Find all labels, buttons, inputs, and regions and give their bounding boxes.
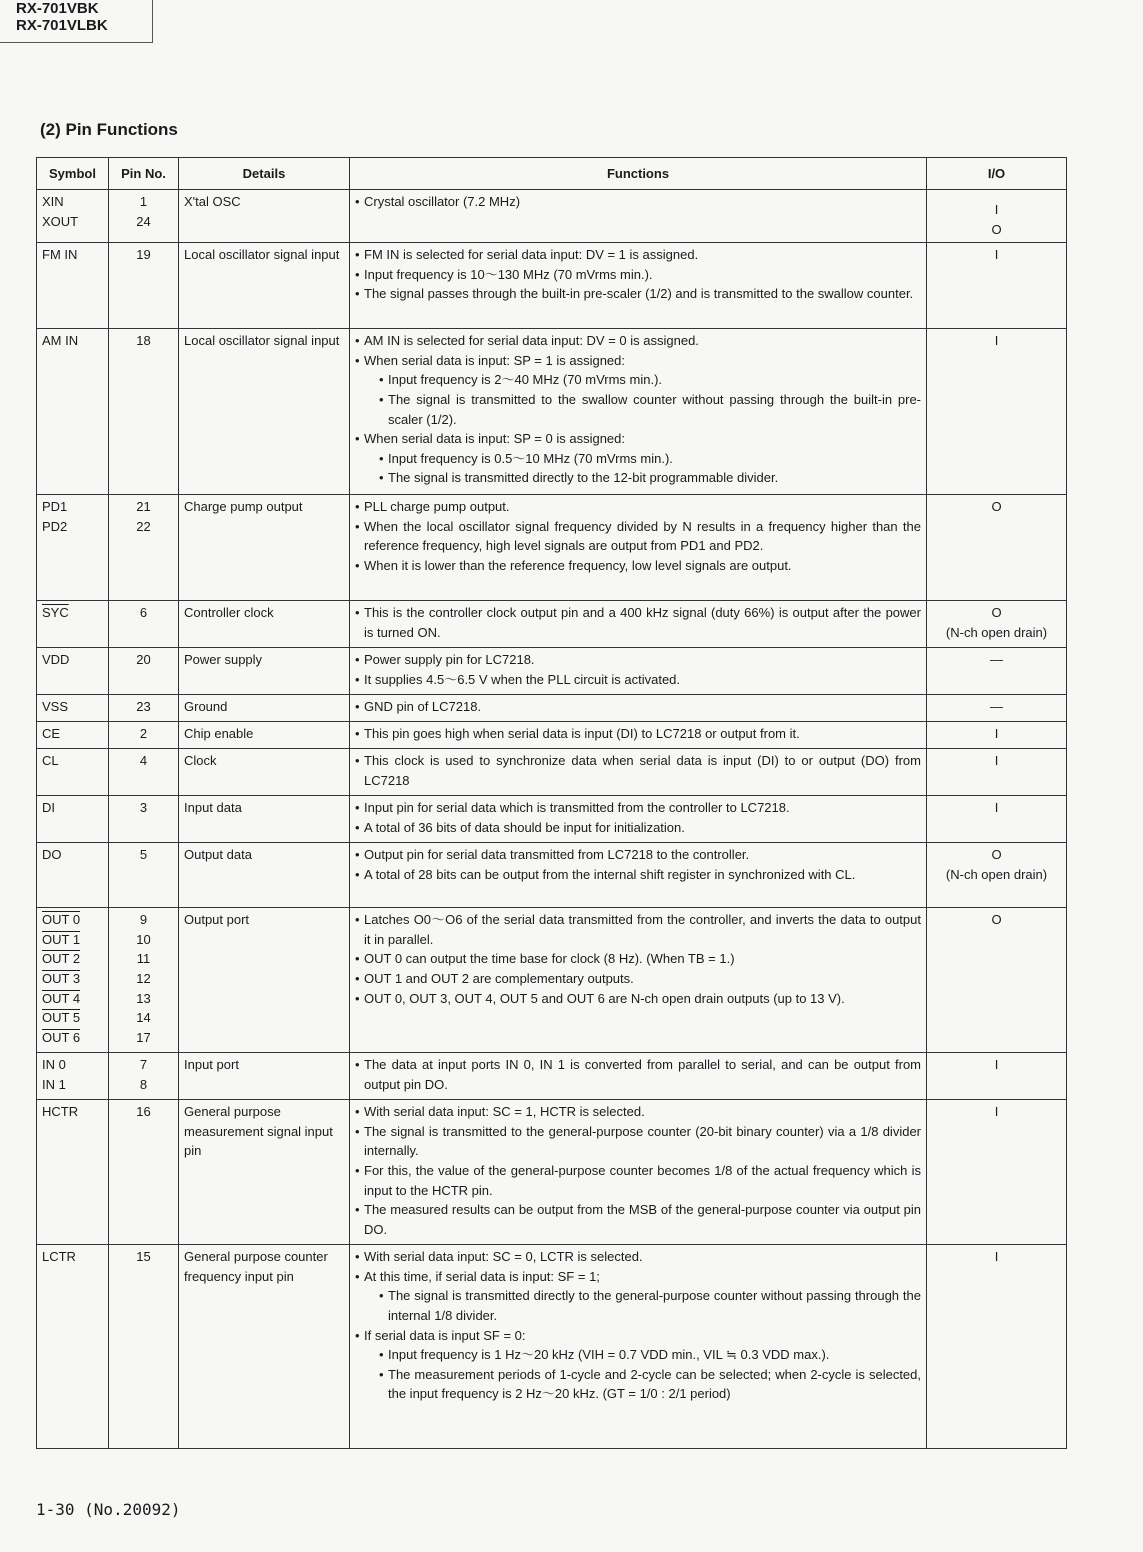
pin-cell — [109, 749, 179, 796]
symbol-cell — [37, 1245, 109, 1449]
symbol: OUT 5 — [42, 1010, 81, 1026]
io-value: I — [994, 247, 999, 263]
function-item: • When serial data is input: SP = 0 is assigned: — [355, 429, 921, 449]
symbol: XOUT — [42, 213, 79, 229]
table-row — [37, 722, 1067, 749]
functions-cell — [350, 601, 927, 648]
io-cell — [927, 495, 1067, 601]
pin-number: 12 — [136, 970, 151, 986]
pin-cell — [109, 190, 179, 243]
symbol-cell — [37, 908, 109, 1053]
symbol-cell — [37, 1100, 109, 1245]
symbol: OUT 1 — [42, 931, 81, 947]
symbol: OUT 6 — [42, 1029, 81, 1045]
io-value: I — [994, 726, 999, 742]
pin-number: 3 — [139, 800, 148, 816]
pin-cell — [109, 843, 179, 908]
io-value: I — [994, 800, 999, 816]
pin-number: 13 — [136, 990, 151, 1006]
functions-cell — [350, 495, 927, 601]
functions-cell — [350, 190, 927, 243]
symbol: CL — [42, 753, 59, 769]
function-subitem: • The signal is transmitted to the swallow counter without passing through the built-in pre-scaler (1/2). — [379, 390, 921, 429]
function-item: • FM IN is selected for serial data input: DV = 1 is assigned. — [355, 245, 921, 265]
io-value: I — [994, 753, 999, 769]
function-item: • OUT 1 and OUT 2 are complementary outputs. — [355, 969, 921, 989]
function-item: • The signal is transmitted to the general-purpose counter (20-bit binary counter) via a 1/8 divider internally. — [355, 1122, 921, 1161]
io-value: O — [991, 605, 1002, 621]
pin-number: 7 — [139, 1057, 148, 1073]
pin-number: 6 — [139, 605, 148, 621]
function-item: • When serial data is input: SP = 1 is assigned: — [355, 351, 921, 371]
io-cell — [927, 329, 1067, 495]
symbol: XIN — [42, 194, 64, 209]
functions-cell — [350, 648, 927, 695]
pin-cell — [109, 648, 179, 695]
function-item: • OUT 0, OUT 3, OUT 4, OUT 5 and OUT 6 are N-ch open drain outputs (up to 13 V). — [355, 989, 921, 1009]
table-row — [37, 601, 1067, 648]
pin-cell — [109, 695, 179, 722]
pin-number: 17 — [136, 1029, 151, 1045]
pin-number: 22 — [136, 518, 151, 534]
model-box — [0, 0, 153, 43]
symbol-cell — [37, 648, 109, 695]
function-item: • PLL charge pump output. — [355, 497, 921, 517]
symbol: DI — [42, 800, 55, 816]
details-cell: Power supply — [179, 648, 350, 695]
symbol: PD1 — [42, 499, 68, 515]
io-value: I — [994, 202, 999, 217]
details-cell: Output data — [179, 843, 350, 908]
io-cell — [927, 1100, 1067, 1245]
pin-functions-table — [36, 157, 1067, 1449]
symbol-cell — [37, 243, 109, 329]
function-item: • The data at input ports IN 0, IN 1 is converted from parallel to serial, and can be output from output pin DO. — [355, 1055, 921, 1094]
symbol: LCTR — [42, 1249, 76, 1265]
pin-number: 24 — [136, 213, 151, 229]
pin-cell — [109, 722, 179, 749]
pin-cell — [109, 495, 179, 601]
pin-number: 10 — [136, 931, 151, 947]
column-header: I/O — [927, 158, 1067, 190]
table-row — [37, 190, 1067, 243]
table-row — [37, 695, 1067, 722]
functions-cell — [350, 1053, 927, 1100]
function-item: • GND pin of LC7218. — [355, 697, 921, 717]
details-cell: General purpose measurement signal input pin — [179, 1100, 350, 1245]
function-item: • Input pin for serial data which is transmitted from the controller to LC7218. — [355, 798, 921, 818]
symbol: PD2 — [42, 518, 68, 534]
io-value: — — [990, 699, 1003, 715]
io-cell — [927, 695, 1067, 722]
function-item: • A total of 36 bits of data should be input for initialization. — [355, 818, 921, 838]
function-item: • This clock is used to synchronize data when serial data is input (DI) to or output (DO) from LC7218 — [355, 751, 921, 790]
pin-number: 5 — [139, 847, 148, 863]
function-item: • This is the controller clock output pin and a 400 kHz signal (duty 66%) is output after the power is turned ON. — [355, 603, 921, 642]
function-item: • The signal passes through the built-in pre-scaler (1/2) and is transmitted to the swallow counter. — [355, 284, 921, 304]
function-item: • At this time, if serial data is input: SF = 1; — [355, 1267, 921, 1287]
model-name: RX-701VLBK — [16, 17, 108, 34]
symbol-cell — [37, 1053, 109, 1100]
pin-cell — [109, 601, 179, 648]
pin-number: 15 — [136, 1249, 151, 1265]
function-item: • Output pin for serial data transmitted from LC7218 to the controller. — [355, 845, 921, 865]
pin-number: 8 — [139, 1076, 148, 1092]
functions-cell — [350, 329, 927, 495]
function-item: • A total of 28 bits can be output from the internal shift register in synchronized with CL. — [355, 865, 921, 885]
symbol: OUT 3 — [42, 970, 81, 986]
io-value: O — [991, 221, 1002, 237]
io-value: I — [994, 333, 999, 349]
pin-number: 16 — [136, 1104, 151, 1120]
function-subitem: • The signal is transmitted directly to the 12-bit programmable divider. — [379, 468, 921, 488]
pin-number: 21 — [136, 499, 151, 515]
function-item: • With serial data input: SC = 1, HCTR is selected. — [355, 1102, 921, 1122]
functions-cell — [350, 749, 927, 796]
function-subitem: • The signal is transmitted directly to the general-purpose counter without passing through the internal 1/8 divider. — [379, 1286, 921, 1325]
symbol-cell — [37, 495, 109, 601]
function-item: • OUT 0 can output the time base for clock (8 Hz). (When TB = 1.) — [355, 949, 921, 969]
symbol: OUT 2 — [42, 951, 81, 967]
table-row — [37, 749, 1067, 796]
symbol: VDD — [42, 652, 70, 668]
function-item: • The measured results can be output from the MSB of the general-purpose counter via output pin DO. — [355, 1200, 921, 1239]
functions-cell — [350, 1100, 927, 1245]
details-cell: Chip enable — [179, 722, 350, 749]
function-item: • Input frequency is 10～130 MHz (70 mVrms min.). — [355, 265, 921, 285]
symbol: IN 0 — [42, 1057, 66, 1073]
functions-cell — [350, 1245, 927, 1449]
functions-cell — [350, 695, 927, 722]
function-item: • Power supply pin for LC7218. — [355, 650, 921, 670]
functions-cell — [350, 843, 927, 908]
pin-cell — [109, 1053, 179, 1100]
io-value: (N-ch open drain) — [945, 866, 1048, 882]
table-row — [37, 908, 1067, 1053]
pin-number: 20 — [136, 652, 151, 668]
io-cell — [927, 1053, 1067, 1100]
io-cell — [927, 1245, 1067, 1449]
details-cell: Charge pump output — [179, 495, 350, 601]
table-row — [37, 796, 1067, 843]
io-value: I — [994, 1104, 999, 1120]
io-cell — [927, 243, 1067, 329]
details-cell: X'tal OSC — [179, 190, 350, 243]
io-value: — — [990, 652, 1003, 668]
function-continuation — [355, 670, 921, 690]
table-row — [37, 1245, 1067, 1449]
pin-number: 18 — [136, 333, 151, 349]
function-item: • For this, the value of the general-purpose counter becomes 1/8 of the actual frequency which is input to the HCTR pin. — [355, 1161, 921, 1200]
symbol-cell — [37, 749, 109, 796]
column-header: Pin No. — [109, 158, 179, 190]
io-cell — [927, 843, 1067, 908]
io-value: O — [991, 499, 1002, 515]
pin-cell — [109, 1100, 179, 1245]
page-footer: 1-30 (No.20092) — [36, 1500, 181, 1519]
pin-number: 1 — [139, 194, 148, 209]
pin-number: 9 — [139, 912, 148, 928]
symbol-cell — [37, 601, 109, 648]
io-cell — [927, 722, 1067, 749]
details-cell: Output port — [179, 908, 350, 1053]
function-item: • If serial data is input SF = 0: — [355, 1326, 921, 1346]
details-cell: Input data — [179, 796, 350, 843]
function-subitem: • Input frequency is 0.5～10 MHz (70 mVrms min.). — [379, 449, 921, 469]
functions-cell — [350, 796, 927, 843]
table-header-row — [37, 158, 1067, 190]
function-item: • When it is lower than the reference frequency, low level signals are output. — [355, 556, 921, 576]
table-row — [37, 329, 1067, 495]
function-item: • AM IN is selected for serial data input: DV = 0 is assigned. — [355, 331, 921, 351]
table-row — [37, 648, 1067, 695]
symbol-cell — [37, 329, 109, 495]
function-item: • With serial data input: SC = 0, LCTR is selected. — [355, 1247, 921, 1267]
table-row — [37, 495, 1067, 601]
pin-number: 14 — [136, 1010, 151, 1026]
symbol: CE — [42, 726, 61, 742]
io-cell — [927, 648, 1067, 695]
symbol: VSS — [42, 699, 69, 715]
symbol-cell — [37, 722, 109, 749]
pin-number: 2 — [139, 726, 148, 742]
details-cell: Local oscillator signal input — [179, 329, 350, 495]
details-cell: Ground — [179, 695, 350, 722]
function-item: • Latches O0～O6 of the serial data transmitted from the controller, and inverts the data to output it in parallel. — [355, 910, 921, 949]
symbol-cell — [37, 843, 109, 908]
pin-cell — [109, 796, 179, 843]
io-cell — [927, 796, 1067, 843]
section-title: (2) Pin Functions — [40, 120, 178, 139]
pin-cell — [109, 243, 179, 329]
details-cell: Controller clock — [179, 601, 350, 648]
pin-cell — [109, 329, 179, 495]
io-value: I — [994, 1249, 999, 1265]
symbol: IN 1 — [42, 1076, 66, 1092]
pin-number: 11 — [136, 951, 151, 967]
functions-cell — [350, 243, 927, 329]
symbol: FM IN — [42, 247, 78, 263]
symbol-cell — [37, 695, 109, 722]
io-cell — [927, 190, 1067, 243]
pin-number: 23 — [136, 699, 151, 715]
function-text: It supplies 4.5～6.5 V when the PLL circuit is activated. — [364, 671, 681, 687]
table-row — [37, 1053, 1067, 1100]
functions-cell — [350, 722, 927, 749]
io-cell — [927, 908, 1067, 1053]
function-subitem: • The measurement periods of 1-cycle and 2-cycle can be selected; when 2-cycle is selected, the input frequency is 2 Hz～20 kHz. (GT = 1/0 : 2/1 period) — [379, 1365, 921, 1404]
table-row — [37, 243, 1067, 329]
pin-cell — [109, 1245, 179, 1449]
column-header: Functions — [350, 158, 927, 190]
symbol: OUT 4 — [42, 990, 81, 1006]
symbol-cell — [37, 190, 109, 243]
symbol: DO — [42, 847, 62, 863]
pin-number: 4 — [139, 753, 148, 769]
details-cell: Input port — [179, 1053, 350, 1100]
column-header: Details — [179, 158, 350, 190]
io-cell — [927, 601, 1067, 648]
function-subitem: • Input frequency is 1 Hz～20 kHz (VIH = 0.7 VDD min., VIL ≒ 0.3 VDD max.). — [379, 1345, 921, 1365]
io-value: I — [994, 1057, 999, 1073]
function-item: • This pin goes high when serial data is input (DI) to LC7218 or output from it. — [355, 724, 921, 744]
io-cell — [927, 749, 1067, 796]
details-cell: General purpose counter frequency input pin — [179, 1245, 350, 1449]
function-item: • When the local oscillator signal frequency divided by N results in a frequency higher than the reference frequency, high level signals are output from PD1 and PD2. — [355, 517, 921, 556]
io-value: O — [991, 912, 1002, 928]
table-row — [37, 843, 1067, 908]
model-name: RX-701VBK — [16, 0, 99, 17]
function-subitem: • Input frequency is 2～40 MHz (70 mVrms min.). — [379, 370, 921, 390]
pin-cell — [109, 908, 179, 1053]
function-item: • Crystal oscillator (7.2 MHz) — [355, 192, 921, 212]
table-row — [37, 1100, 1067, 1245]
symbol: OUT 0 — [42, 912, 81, 928]
details-cell: Local oscillator signal input — [179, 243, 350, 329]
column-header: Symbol — [37, 158, 109, 190]
functions-cell — [350, 908, 927, 1053]
pin-number: 19 — [136, 247, 151, 263]
io-value: O — [991, 847, 1002, 863]
symbol: AM IN — [42, 333, 79, 349]
symbol-cell — [37, 796, 109, 843]
io-value: (N-ch open drain) — [945, 624, 1048, 640]
symbol: HCTR — [42, 1104, 79, 1120]
symbol: $\overline{SYC}$ — [42, 605, 69, 621]
details-cell: Clock — [179, 749, 350, 796]
